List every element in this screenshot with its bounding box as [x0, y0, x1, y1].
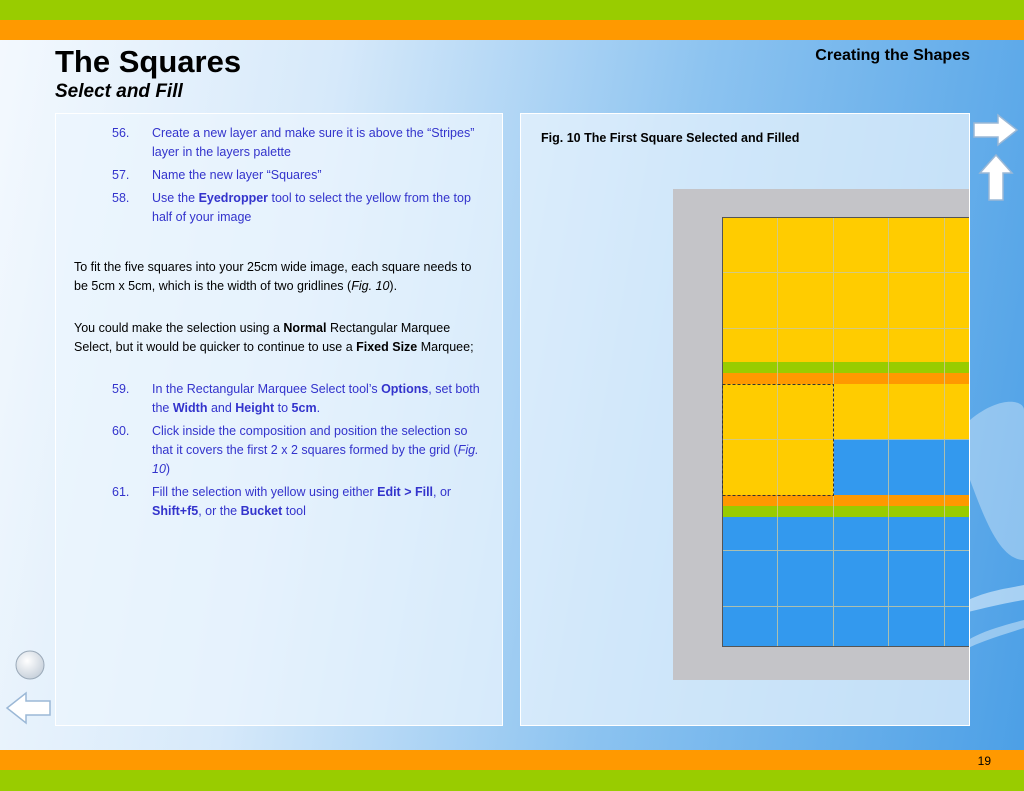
para-text: To fit the five squares into your 25cm wide image, each square needs to be 5cm x 5cm, which is the width of two gridlines (	[74, 260, 472, 293]
step-text: Name the new layer “Squares”	[152, 168, 322, 182]
step-text: and	[207, 401, 236, 415]
step-bold-term: Height	[235, 401, 275, 415]
para-text: Marquee;	[417, 340, 474, 354]
fig-reference: Fig. 10	[152, 443, 479, 476]
bottom-green-band	[0, 770, 1024, 791]
step-text: tool	[282, 504, 306, 518]
step-text: .	[316, 401, 321, 415]
para-bold-term: Fixed Size	[356, 340, 418, 354]
step-bold-term: 5cm	[291, 401, 317, 415]
top-green-band	[0, 0, 1024, 20]
step-bold-term: Edit > Fill	[377, 485, 434, 499]
next-arrow-icon[interactable]	[972, 112, 1020, 148]
step-item	[112, 483, 482, 521]
page-title: The Squares	[55, 44, 242, 79]
step-text: , set both the	[152, 382, 480, 415]
para-bold-term: Normal	[283, 321, 327, 335]
step-bold-term: Bucket	[240, 504, 283, 518]
step-number: 60.	[112, 424, 130, 438]
fig-reference: Fig. 10	[351, 279, 390, 293]
step-number: 61.	[112, 485, 130, 499]
figure-caption: Fig. 10 The First Square Selected and Filled	[541, 131, 800, 145]
steps-list-b	[112, 380, 482, 525]
page-subtitle: Select and Fill	[55, 81, 183, 102]
paragraph-square-size	[74, 258, 484, 296]
step-number: 59.	[112, 382, 130, 396]
step-bold-term: Options	[381, 382, 429, 396]
step-item	[112, 166, 482, 185]
section-title: Creating the Shapes	[815, 47, 970, 64]
step-bold-term: Width	[172, 401, 208, 415]
step-text: to	[274, 401, 292, 415]
up-arrow-icon[interactable]	[978, 153, 1014, 203]
step-bold-term: Shift+f5	[152, 504, 199, 518]
paragraph-marquee	[74, 319, 484, 357]
step-number: 58.	[112, 191, 130, 205]
step-text: tool to select the yellow from the top half of your image	[152, 191, 471, 224]
step-text: Create a new layer and make sure it is above the “Stripes” layer in the layers palette	[152, 126, 475, 159]
prev-arrow-icon[interactable]	[4, 690, 52, 726]
composition-image	[722, 217, 970, 647]
step-text: , or the	[198, 504, 241, 518]
para-text: You could make the selection using a	[74, 321, 284, 335]
step-text: In the Rectangular Marquee Select tool’s	[152, 382, 382, 396]
para-text: Rectangular Marquee Select, but it would be quicker to continue to use a	[74, 321, 451, 354]
para-text: ).	[389, 279, 398, 293]
step-text: , or	[433, 485, 452, 499]
step-number: 57.	[112, 168, 130, 182]
step-item	[112, 189, 482, 227]
text-panel	[55, 113, 503, 726]
step-text: Use the	[152, 191, 199, 205]
steps-list-a	[112, 124, 482, 231]
top-orange-band	[0, 20, 1024, 40]
figure-panel	[520, 113, 970, 726]
page-number: 19	[977, 754, 991, 768]
step-text: Click inside the composition and position the selection so that it covers the first 2 x 2 squares formed by the grid (	[152, 424, 468, 457]
bottom-orange-band	[0, 750, 1024, 770]
step-item	[112, 380, 482, 418]
step-text: Fill the selection with yellow using either	[152, 485, 378, 499]
step-bold-term: Eyedropper	[198, 191, 269, 205]
step-number: 56.	[112, 126, 130, 140]
step-item	[112, 422, 482, 479]
home-ball-icon[interactable]	[13, 648, 47, 682]
step-text: )	[165, 462, 171, 476]
step-item	[112, 124, 482, 162]
figure-canvas	[673, 189, 970, 680]
